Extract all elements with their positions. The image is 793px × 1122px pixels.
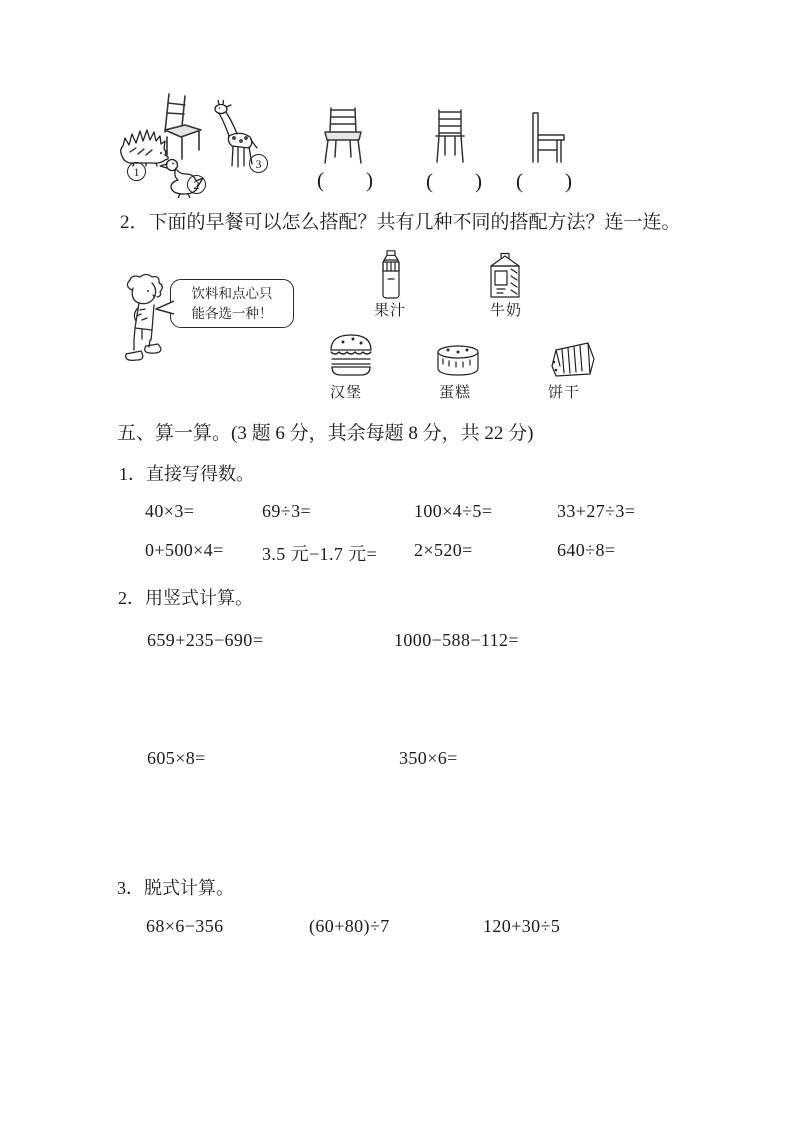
vertical-form-expression: 1000−588−112= [394,630,519,650]
biscuit-image [542,340,597,379]
hamburger-label: 汉堡 [330,385,363,401]
part3-title: 3．脱式计算。 [117,878,234,898]
chair-back-view-image [430,108,470,165]
animal-number-2: 2 [187,175,206,194]
speech-bubble-line-1: 饮料和点心只 [191,286,273,301]
part2-title: 2．用竖式计算。 [118,588,253,608]
animal-number-1: 1 [127,162,146,181]
chair-front-view-image [322,106,364,166]
cake-label: 蛋糕 [439,385,472,401]
question2-text: 2．下面的早餐可以怎么搭配？共有几种不同的搭配方法？连一连。 [120,212,681,233]
mental-math-expression: 33+27÷3= [557,501,636,521]
mental-math-expression: 0+500×4= [145,540,224,560]
milk-carton-image [488,252,522,300]
answer-blank-2: ( ) [426,169,482,193]
answer-blank-1: ( ) [317,168,373,192]
part1-title: 1．直接写得数。 [119,464,254,484]
speech-bubble [170,279,294,328]
vertical-form-expression: 350×6= [399,748,458,768]
step-by-step-expression: (60+80)÷7 [309,916,390,936]
mental-math-expression: 40×3= [145,501,195,521]
mental-math-expression: 640÷8= [557,540,616,560]
milk-label: 牛奶 [490,303,523,319]
animal-number-3: 3 [249,154,268,173]
cake-image [436,344,480,378]
hamburger-image [327,330,375,378]
speech-bubble-line-2: 能各选一种！ [191,305,273,321]
vertical-form-expression: 659+235−690= [147,630,264,650]
juice-label: 果汁 [374,303,407,319]
mental-math-expression: 100×4÷5= [414,501,493,521]
mental-math-expression: 2×520= [414,540,473,560]
vertical-form-expression: 605×8= [147,748,206,768]
mental-math-expression: 3.5 元−1.7 元= [262,544,378,564]
mental-math-expression: 69÷3= [262,501,312,521]
juice-bottle-image [378,250,404,300]
section-five-heading: 五、算一算。(3 题 6 分，其余每题 8 分，共 22 分) [117,423,534,444]
biscuit-label: 饼干 [548,385,581,401]
step-by-step-expression: 68×6−356 [146,916,224,936]
chair-side-view-image [524,111,568,165]
step-by-step-expression: 120+30÷5 [483,916,561,936]
answer-blank-3: ( ) [516,169,572,193]
speech-bubble-tail [154,300,174,316]
